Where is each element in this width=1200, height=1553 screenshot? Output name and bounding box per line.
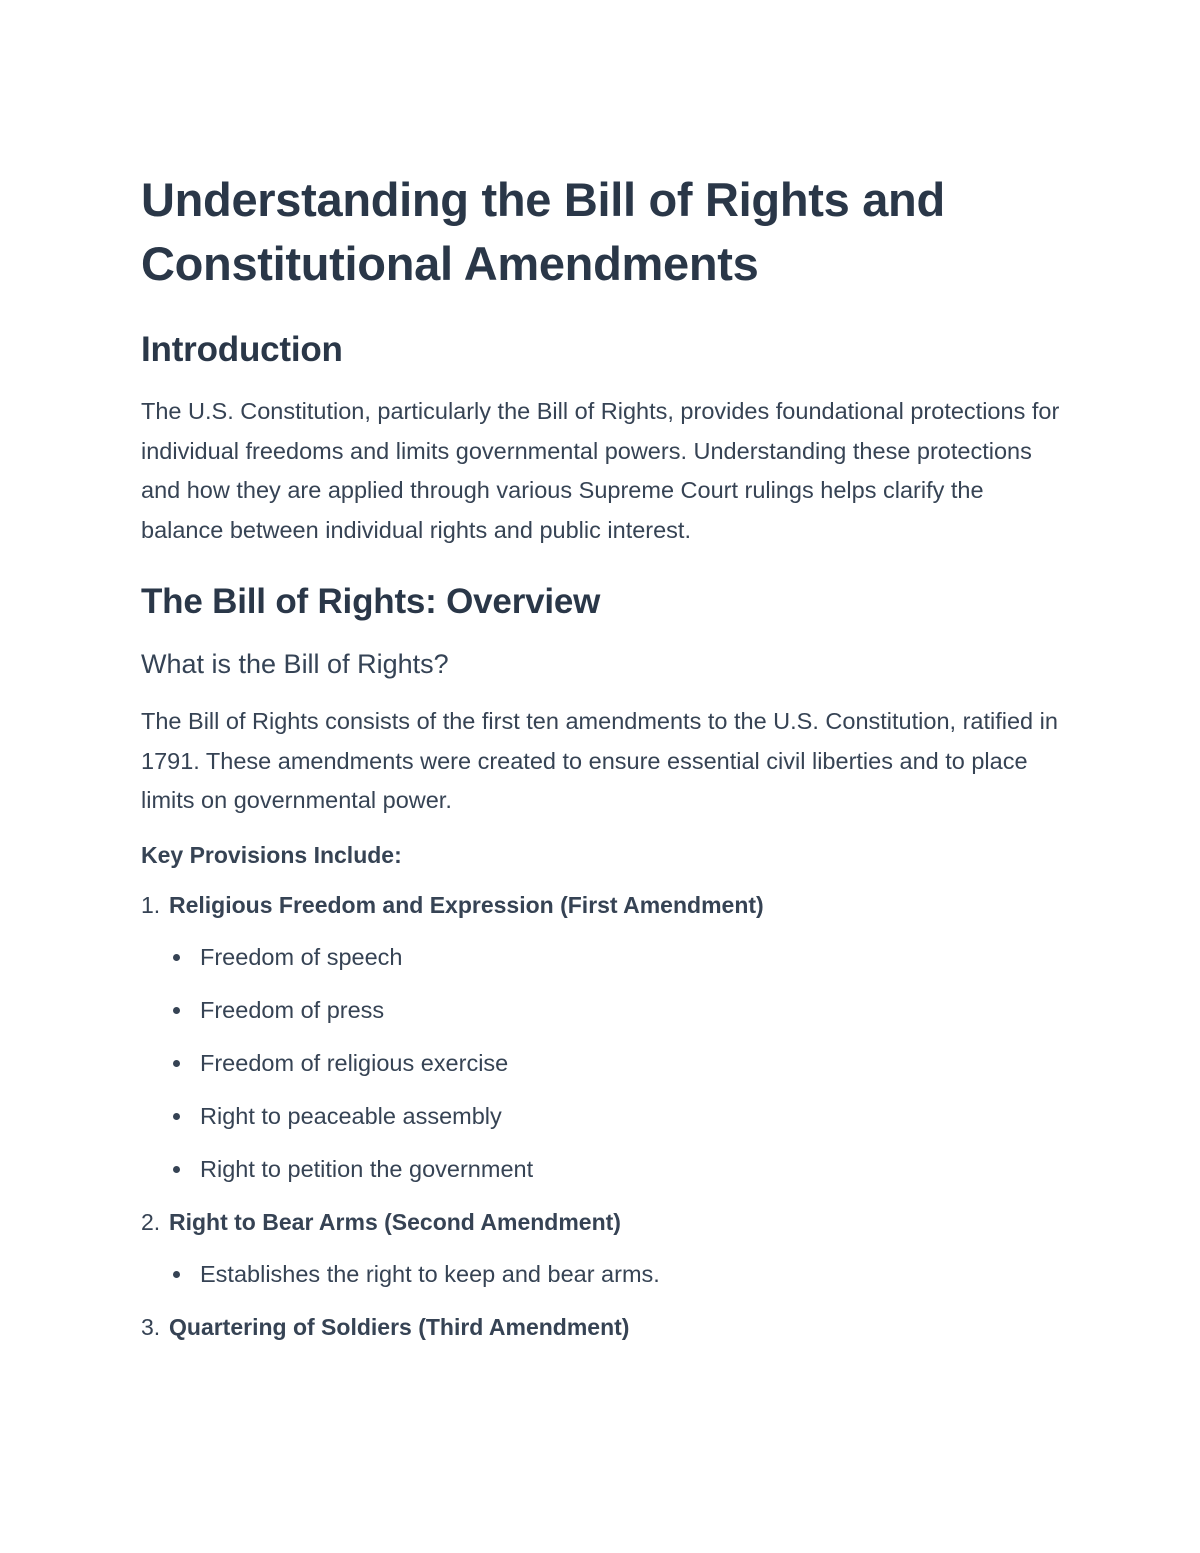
- introduction-paragraph: The U.S. Constitution, particularly the Bill of Rights, provides foundational protections for individual freedoms and limits governmental powers. Understanding these protections and how they are applied through various Supreme Court rulings helps clarify the balance between individual rights and public interest.: [141, 398, 1060, 543]
- bullet-icon: [173, 1166, 180, 1173]
- document-title: Understanding the Bill of Rights and Constitutional Amendments: [141, 173, 945, 290]
- sublist-item: [141, 1256, 1071, 1292]
- provision-sublist: [141, 1256, 1071, 1292]
- provision-heading: [141, 887, 1071, 923]
- sublist-item: [141, 939, 1071, 975]
- sublist-item: [141, 1151, 1071, 1187]
- sublist-item: [141, 992, 1071, 1028]
- provision-heading: [141, 1204, 1071, 1240]
- provision-item: [141, 887, 1071, 1187]
- provision-item: [141, 1204, 1071, 1292]
- overview-heading: The Bill of Rights: Overview: [141, 582, 601, 621]
- sublist-item-text: Freedom of press: [200, 996, 385, 1023]
- provision-number: 2.: [141, 1208, 161, 1235]
- sublist-item-text: Establishes the right to keep and bear arms.: [200, 1260, 660, 1287]
- bullet-icon: [173, 954, 180, 961]
- overview-subheading: What is the Bill of Rights?: [141, 649, 449, 679]
- bullet-icon: [173, 1060, 180, 1067]
- provision-number: 1.: [141, 891, 161, 918]
- document-page: [141, 168, 1071, 1361]
- bullet-icon: [173, 1007, 180, 1014]
- bullet-icon: [173, 1271, 180, 1278]
- introduction-heading: Introduction: [141, 330, 343, 369]
- key-provisions-label: Key Provisions Include:: [141, 841, 402, 868]
- overview-paragraph: The Bill of Rights consists of the first ten amendments to the U.S. Constitution, ratified in 1791. These amendments were created to ensure essential civil liberties and to place limits on governmental power.: [141, 708, 1058, 813]
- provision-title: Religious Freedom and Expression (First Amendment): [169, 891, 764, 918]
- bullet-icon: [173, 1113, 180, 1120]
- sublist-item-text: Freedom of religious exercise: [200, 1049, 509, 1076]
- sublist-item: [141, 1098, 1071, 1134]
- sublist-item: [141, 1045, 1071, 1081]
- sublist-item-text: Right to peaceable assembly: [200, 1102, 502, 1129]
- provisions-list: [141, 887, 1071, 1345]
- provision-item: [141, 1309, 1071, 1345]
- sublist-item-text: Freedom of speech: [200, 943, 403, 970]
- provision-title: Quartering of Soldiers (Third Amendment): [169, 1313, 630, 1340]
- provision-heading: [141, 1309, 1071, 1345]
- provision-number: 3.: [141, 1313, 161, 1340]
- provision-title: Right to Bear Arms (Second Amendment): [169, 1208, 621, 1235]
- sublist-item-text: Right to petition the government: [200, 1155, 534, 1182]
- provision-sublist: [141, 939, 1071, 1187]
